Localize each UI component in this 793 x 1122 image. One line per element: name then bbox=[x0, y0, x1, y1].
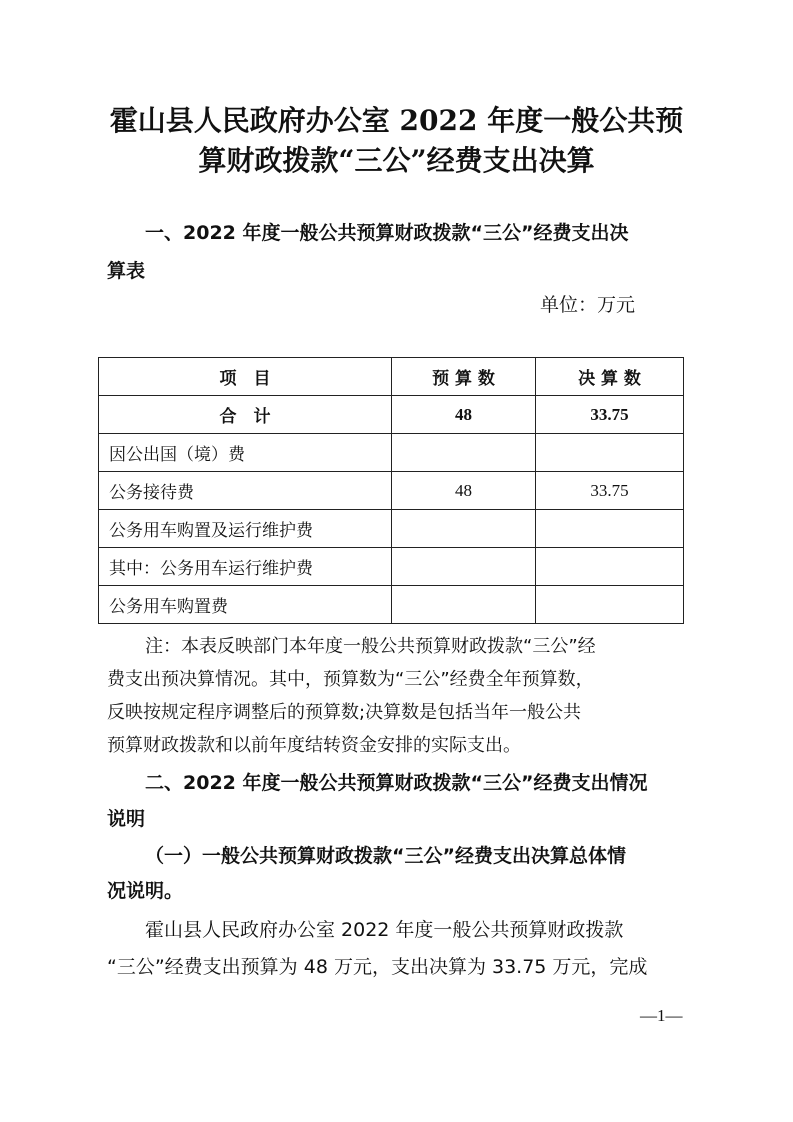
document-title-line-1: 霍山县人民政府办公室 2022 年度一般公共预 bbox=[109, 104, 684, 137]
page-number: —1— bbox=[640, 1006, 683, 1025]
row-label: 因公出国（境）费 bbox=[99, 434, 392, 472]
row-label: 公务接待费 bbox=[99, 472, 392, 510]
table-total-row bbox=[99, 396, 684, 434]
table-row bbox=[99, 472, 684, 510]
subsection-heading-line-2: 况说明。 bbox=[107, 880, 184, 902]
table-row bbox=[99, 510, 684, 548]
row-label: 其中：公务用车运行维护费 bbox=[99, 548, 392, 586]
row-budget bbox=[392, 434, 536, 472]
row-final bbox=[536, 510, 684, 548]
row-final bbox=[536, 434, 684, 472]
table-row bbox=[99, 586, 684, 624]
note-line-4: 预算财政拨款和以前年度结转资金安排的实际支出。 bbox=[107, 735, 521, 756]
note-line-3: 反映按规定程序调整后的预算数;决算数是包括当年一般公共 bbox=[107, 702, 582, 723]
row-final bbox=[536, 548, 684, 586]
paragraph-line-2: “三公”经费支出预算为 48 万元，支出决算为 33.75 万元，完成 bbox=[107, 956, 648, 978]
table-row bbox=[99, 434, 684, 472]
section1-heading-line-1: 一、2022 年度一般公共预算财政拨款“三公”经费支出决 bbox=[145, 222, 629, 244]
row-budget bbox=[392, 510, 536, 548]
header-budget: 预 算 数 bbox=[392, 358, 536, 396]
row-label: 公务用车购置费 bbox=[99, 586, 392, 624]
section1-heading-line-2: 算表 bbox=[107, 260, 146, 282]
section2-heading-line-2: 说明 bbox=[107, 808, 146, 830]
row-budget bbox=[392, 586, 536, 624]
note-line-1: 注：本表反映部门本年度一般公共预算财政拨款“三公”经 bbox=[145, 636, 596, 657]
header-item: 项 目 bbox=[99, 358, 392, 396]
row-final bbox=[536, 586, 684, 624]
subsection-heading-line-1: （一）一般公共预算财政拨款“三公”经费支出决算总体情 bbox=[145, 845, 626, 867]
note-line-2: 费支出预决算情况。其中，预算数为“三公”经费全年预算数， bbox=[107, 669, 594, 690]
unit-label: 单位：万元 bbox=[540, 294, 636, 316]
document-title-line-2: 算财政拨款“三公”经费支出决算 bbox=[198, 144, 595, 177]
row-final: 33.75 bbox=[536, 472, 684, 510]
three-public-expenses-table bbox=[98, 357, 684, 624]
table-row bbox=[99, 548, 684, 586]
paragraph-line-1: 霍山县人民政府办公室 2022 年度一般公共预算财政拨款 bbox=[145, 919, 624, 941]
row-budget bbox=[392, 548, 536, 586]
section2-heading-line-1: 二、2022 年度一般公共预算财政拨款“三公”经费支出情况 bbox=[145, 772, 648, 794]
total-final: 33.75 bbox=[536, 396, 684, 434]
total-budget: 48 bbox=[392, 396, 536, 434]
row-budget: 48 bbox=[392, 472, 536, 510]
row-label: 公务用车购置及运行维护费 bbox=[99, 510, 392, 548]
total-label: 合 计 bbox=[99, 396, 392, 434]
header-final: 决 算 数 bbox=[536, 358, 684, 396]
table-header-row bbox=[99, 358, 684, 396]
